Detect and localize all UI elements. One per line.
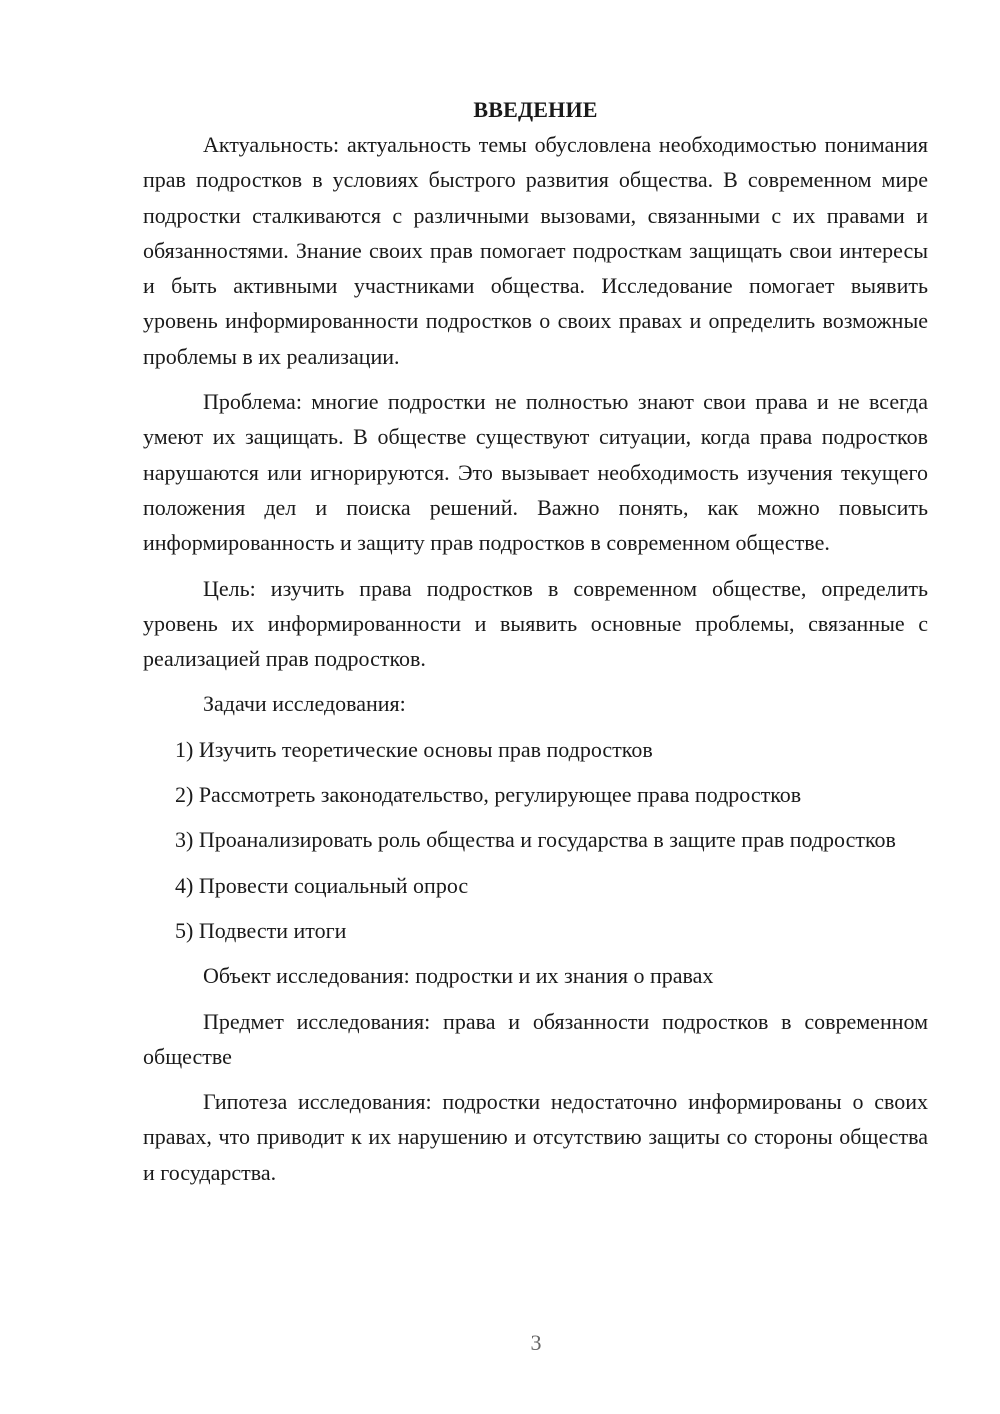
task-item: 2) Рассмотреть законодательство, регулирующее права подростков (175, 782, 802, 808)
task-item: 4) Провести социальный опрос (175, 872, 469, 898)
paragraph-object: Объект исследования: подростки и их знания о правах (203, 963, 714, 989)
task-item: 3) Проанализировать роль общества и государства в защите прав подростков (175, 827, 896, 853)
paragraph-subject: Предмет исследования: права и обязанности подростков в современном обществе (143, 1008, 928, 1069)
paragraph-goal: Цель: изучить права подростков в современном обществе, определить уровень их информированности и выявить основные проблемы, связанные с реализацией прав подростков. (143, 575, 928, 672)
paragraph-hypothesis: Гипотеза исследования: подростки недостаточно информированы о своих правах, что приводит к их нарушению и отсутствию защиты со стороны общества и государства. (143, 1089, 928, 1185)
task-item: 1) Изучить теоретические основы прав подростков (175, 736, 653, 762)
task-item: 5) Подвести итоги (175, 917, 347, 943)
document-page (143, 92, 928, 1200)
paragraph-problem: Проблема: многие подростки не полностью знают свои права и не всегда умеют их защищать. В обществе существуют ситуации, когда права подростков нарушаются или игнорируются. Это вызывает необходимость изучения текущего положения дел и поиска решений. Важно понять, как можно повысить информированность и защиту прав подростков в современном обществе. (143, 389, 928, 556)
section-title: ВВЕДЕНИЕ (473, 97, 598, 122)
tasks-heading: Задачи исследования: (203, 691, 406, 717)
page-number: 3 (530, 1330, 542, 1355)
paragraph-relevance: Актуальность: актуальность темы обусловлена необходимостью понимания прав подростков в условиях быстрого развития общества. В современном мире подростки сталкиваются с различными вызовами, связанными с их правами и обязанностями. Знание своих прав помогает подросткам защищать свои интересы и быть активными участниками общества. Исследование помогает выявить уровень информированности подростков о своих правах и определить возможные проблемы в их реализации. (143, 132, 928, 369)
